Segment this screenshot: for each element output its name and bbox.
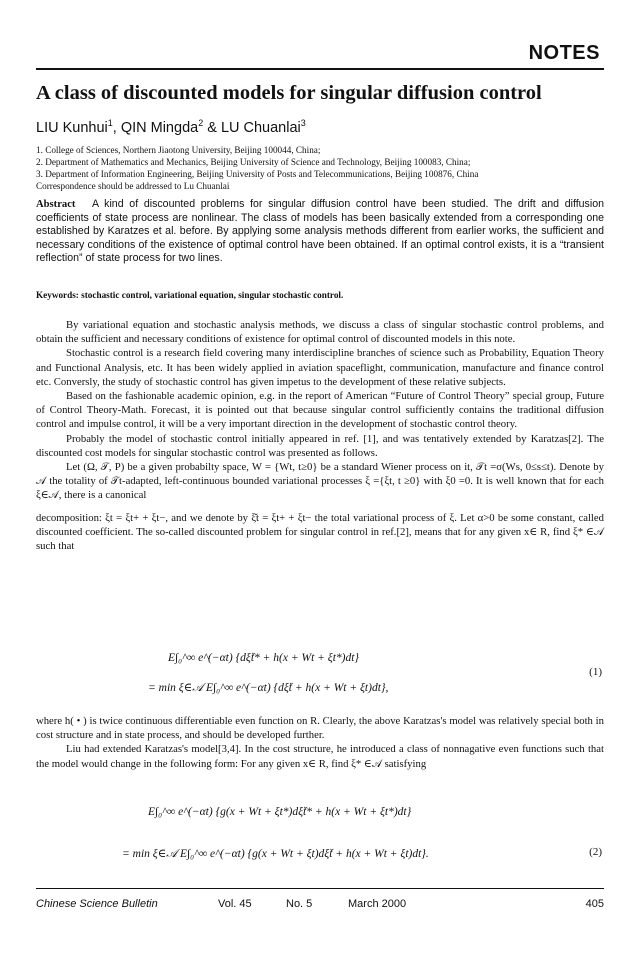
abstract-label: Abstract xyxy=(36,199,76,210)
footer-rule xyxy=(36,888,604,889)
abstract-text: A kind of discounted problems for singular diffusion control have been studied. The drift and diffusion coefficients of state process are nonlinear. The class of models has been basically extended from a corresponding one established by Karatzes et al. before. By applying some analysis methods different from earlier works, the sufficient and necessary conditions of the existence of optimal control have been obtained. If an optimal control exists, it is a “transient reflection” of state process for two lines. xyxy=(36,198,604,265)
author-affil-mark: 2 xyxy=(198,118,204,128)
body-text xyxy=(36,318,604,553)
paragraph: Liu had extended Karatzas's model[3,4]. In the cost structure, he introduced a class of nonnagative even functions such that the model would change in the following form: For any given x∈ R, find ξ* ∈𝒜 satisfying xyxy=(36,743,604,770)
author-list: LIU Kunhui$^1$, QIN Mingda$^2$ & LU Chuanlai$^3$ xyxy=(36,118,306,136)
paragraph: Probably the model of stochastic control initially appeared in ref. [1], and was tentatively extended by Karatzas[2]. The discounted cost models for singular stochastic control was presented as follows. xyxy=(36,432,604,459)
paragraph: Stochastic control is a research field covering many interdiscipline branches of science such as Probability, Equation Theory and Functional Analysis, etc. It has been widely applied in aviation spaceflight, communication, manufacture and finance control etc. Conversly, the study of stochastic control has given impetus to the development of these relative subjects. xyxy=(36,347,604,388)
author-name: QIN Mingda xyxy=(120,119,199,136)
author-name: LU Chuanlai xyxy=(220,119,301,136)
body-text xyxy=(36,714,604,771)
paragraph: Let (Ω, 𝒯, P) be a given probabilty space, W = {Wt, t≥0} be a standard Wiener process on it, 𝒯t =σ(Ws, 0≤s≤t). Denote by 𝒜 the totality of 𝒯t-adapted, left-continuous bounded variational processes ξ ={ξt, t ≥0} with ξ0 =0. It is well known that for each ξ∈𝒜, there is a canonical xyxy=(36,461,604,502)
author-affil-mark: 3 xyxy=(300,118,306,128)
equation-2-line-2: = min ξ∈𝒜 E∫₀^∞ e^(−αt) {g(x + Wt + ξt)dξ̌t + h(x + Wt + ξt)dt}. xyxy=(122,848,429,860)
volume: Vol. 45 xyxy=(218,898,252,910)
issue-date: March 2000 xyxy=(348,898,407,910)
article-title: A class of discounted models for singular diffusion control xyxy=(36,82,542,104)
abstract xyxy=(36,198,604,266)
header-rule xyxy=(36,68,604,70)
paragraph: where h( • ) is twice continuous differentiable even function on R. Clearly, the above Karatzas's model was relatively special both in cost structure and in state process, and should be developed further. xyxy=(36,715,604,742)
author-affil-mark: 1 xyxy=(107,118,113,128)
journal-name: Chinese Science Bulletin xyxy=(36,898,158,910)
equation-number: (1) xyxy=(589,666,602,678)
equation-1-line-1: E∫₀^∞ e^(−αt) {dξ̌t* + h(x + Wt + ξt*)dt} xyxy=(168,652,360,664)
page-number: 405 xyxy=(585,898,604,910)
keywords: Keywords: stochastic control, variational equation, singular stochastic control. xyxy=(36,290,344,300)
correspondence-note: Correspondence should be addressed to Lu Chuanlai xyxy=(36,181,230,191)
affiliation: 2. Department of Mathematics and Mechanics, Beijing University of Science and Technology, Beijing 100083, China; xyxy=(36,157,471,167)
equation-1-line-2: = min ξ∈𝒜 E∫₀^∞ e^(−αt) {dξ̌t + h(x + Wt + ξt)dt}, xyxy=(148,682,389,694)
equation-number: (2) xyxy=(589,846,602,858)
affiliation: 1. College of Sciences, Northern Jiaotong University, Beijing 100044, China; xyxy=(36,145,321,155)
affiliation: 3. Department of Information Engineering, Beijing University of Posts and Telecommunications, Beijing 100876, China xyxy=(36,169,479,179)
equation-2-line-1: E∫₀^∞ e^(−αt) {g(x + Wt + ξt*)dξ̌t* + h(x + Wt + ξt*)dt} xyxy=(148,806,412,818)
issue-number: No. 5 xyxy=(286,898,313,910)
paragraph: By variational equation and stochastic analysis methods, we discuss a class of singular stochastic control problems, and obtain the sufficient and necessary conditions of existence for optimal control of discounted models in this note. xyxy=(36,319,604,346)
paragraph: decomposition: ξt = ξt+ + ξt−, and we denote by ξ̌t = ξt+ + ξt− the total variational process of ξ. Let α>0 be some constant, called discounted coefficient. The so-called discounted problem for singular control in ref.[2], means that for any given x∈ R, find ξ* ∈𝒜 such that xyxy=(36,511,604,553)
page-footer xyxy=(36,898,604,914)
paragraph: Based on the fashionable academic opinion, e.g. in the report of American “Future of Control Theory” special group, Future of Control Theory-Math. Forecast, it is pointed out that because singular control sufficiently contains the traditional diffusion control and impulse control, it will be a very important direction in the development of stochastic control theory. xyxy=(36,390,604,431)
author-name: LIU Kunhui xyxy=(36,119,108,136)
section-label: NOTES xyxy=(528,42,600,64)
